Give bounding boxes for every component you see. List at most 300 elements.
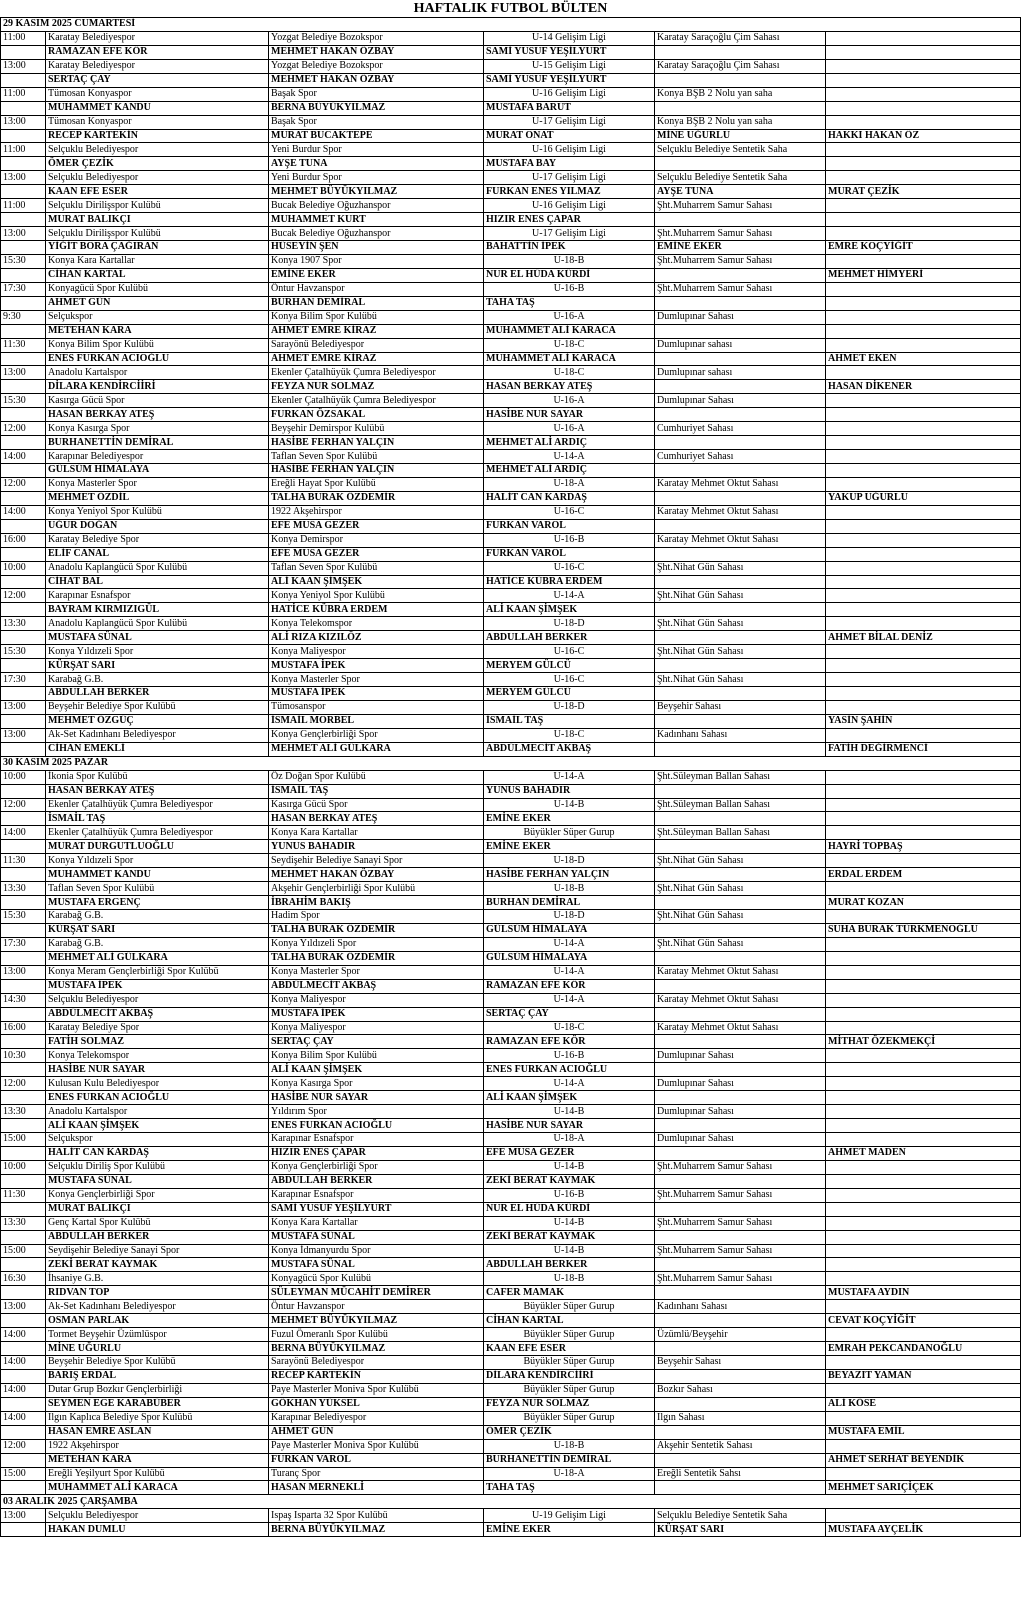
empty-cell [826, 1021, 1021, 1035]
assistant-referee-1: MUHAMMET KURT [269, 213, 484, 227]
away-team: Taflan Seven Spor Kulübü [269, 561, 484, 575]
match-time: 11:00 [1, 143, 46, 157]
referee: MURAT DURGUTLUOĞLU [46, 840, 269, 854]
referee: ABDULLAH BERKER [46, 687, 269, 701]
venue: Ilgın Sahası [655, 1411, 826, 1425]
venue: Ereğli Sentetik Sahsı [655, 1467, 826, 1481]
fourth-official [655, 464, 826, 478]
referee: ELİF CANAL [46, 547, 269, 561]
empty-cell [1, 812, 46, 826]
empty-cell [826, 1188, 1021, 1202]
empty-cell [1, 1286, 46, 1300]
assistant-referee-1: AHMET GÜN [269, 1425, 484, 1439]
league: U-14-B [484, 1105, 655, 1119]
observer [826, 575, 1021, 589]
match-row [1, 728, 1021, 742]
assistant-referee-2: EMİNE EKER [484, 1523, 655, 1537]
match-row [1, 645, 1021, 659]
fourth-official [655, 1063, 826, 1077]
home-team: Selçukspor [46, 1133, 269, 1147]
venue: Şht.Muharrem Samur Sahası [655, 199, 826, 213]
assistant-referee-1: GÖKHAN YÜKSEL [269, 1397, 484, 1411]
home-team: Ilgın Kaplıca Belediye Spor Kulübü [46, 1411, 269, 1425]
empty-cell [1, 380, 46, 394]
away-team: Karapınar Esnafspor [269, 1133, 484, 1147]
league: U-18-C [484, 1021, 655, 1035]
date-header-row [1, 1495, 1021, 1509]
assistant-referee-2: NUR EL HÜDA KÜRDİ [484, 1202, 655, 1216]
away-team: Konya Yıldızeli Spor [269, 937, 484, 951]
league: U-18-D [484, 700, 655, 714]
away-team: Ekenler Çatalhüyük Çumra Belediyespor [269, 366, 484, 380]
match-time: 10:00 [1, 1160, 46, 1174]
observer: AHMET EKEN [826, 352, 1021, 366]
match-time: 15:00 [1, 1244, 46, 1258]
home-team: Karatay Belediye Spor [46, 533, 269, 547]
officials-row [1, 268, 1021, 282]
empty-cell [1, 659, 46, 673]
referee: KÜRŞAT SARI [46, 923, 269, 937]
fourth-official [655, 1286, 826, 1300]
venue: Cumhuriyet Sahası [655, 450, 826, 464]
venue: Cumhuriyet Sahası [655, 422, 826, 436]
league: U-18-B [484, 254, 655, 268]
league: U-14-B [484, 1160, 655, 1174]
empty-cell [1, 268, 46, 282]
league: U-14-A [484, 937, 655, 951]
league: U-19 Gelişim Ligi [484, 1509, 655, 1523]
match-time: 17:30 [1, 282, 46, 296]
away-team: Konya Kasırga Spor [269, 1077, 484, 1091]
fourth-official [655, 659, 826, 673]
match-time: 12:00 [1, 1077, 46, 1091]
officials-row [1, 296, 1021, 310]
date-header: 03 ARALIK 2025 ÇARŞAMBA [1, 1495, 1021, 1509]
home-team: 1922 Akşehirspor [46, 1439, 269, 1453]
assistant-referee-2: ENES FURKAN ACIOĞLU [484, 1063, 655, 1077]
venue: Şht.Muharrem Samur Sahası [655, 1244, 826, 1258]
officials-row [1, 1091, 1021, 1105]
officials-row [1, 213, 1021, 227]
assistant-referee-2: SERTAÇ ÇAY [484, 1007, 655, 1021]
referee: MUSTAFA İPEK [46, 979, 269, 993]
home-team: Kulusan Kulu Belediyespor [46, 1077, 269, 1091]
match-time: 13:30 [1, 617, 46, 631]
referee: MUSTAFA ERGENÇ [46, 896, 269, 910]
page-title: HAFTALIK FUTBOL BÜLTEN [413, 1, 608, 16]
empty-cell [826, 1300, 1021, 1314]
officials-row [1, 1258, 1021, 1272]
officials-row [1, 129, 1021, 143]
observer: EMRE KOÇYİĞİT [826, 241, 1021, 255]
league: U-18-A [484, 1467, 655, 1481]
match-row [1, 1188, 1021, 1202]
match-row [1, 115, 1021, 129]
match-time: 12:00 [1, 589, 46, 603]
officials-row [1, 603, 1021, 617]
fourth-official [655, 979, 826, 993]
empty-cell [826, 366, 1021, 380]
away-team: Konya Maliyespor [269, 993, 484, 1007]
league: U-14-B [484, 798, 655, 812]
away-team: Tümosanspor [269, 700, 484, 714]
officials-row [1, 1174, 1021, 1188]
match-time: 11:30 [1, 1188, 46, 1202]
observer: YAKUP UĞURLU [826, 491, 1021, 505]
match-time: 13:00 [1, 1300, 46, 1314]
venue: Selçuklu Belediye Sentetik Saha [655, 1509, 826, 1523]
empty-cell [826, 199, 1021, 213]
match-time: 15:30 [1, 910, 46, 924]
league: U-17 Gelişim Ligi [484, 227, 655, 241]
league: U-16-B [484, 282, 655, 296]
observer: MEHMET SARIÇİÇEK [826, 1481, 1021, 1495]
empty-cell [826, 1411, 1021, 1425]
away-team: Sarayönü Belediyespor [269, 1356, 484, 1370]
venue: Dumlupınar Sahası [655, 1133, 826, 1147]
referee: MUHAMMET KANDU [46, 868, 269, 882]
officials-row [1, 1230, 1021, 1244]
referee: MİNE UĞURLU [46, 1342, 269, 1356]
officials-row [1, 812, 1021, 826]
empty-cell [826, 1509, 1021, 1523]
date-header: 29 KASIM 2025 CUMARTESİ [1, 18, 1021, 32]
match-time: 11:00 [1, 199, 46, 213]
match-row [1, 1439, 1021, 1453]
officials-row [1, 687, 1021, 701]
venue: Şht.Nihat Gün Sahası [655, 561, 826, 575]
match-time: 9:30 [1, 310, 46, 324]
league: Büyükler Süper Gurup [484, 1411, 655, 1425]
referee: BURHANETTİN DEMİRAL [46, 436, 269, 450]
observer [826, 1258, 1021, 1272]
empty-cell [1, 575, 46, 589]
observer [826, 296, 1021, 310]
match-row [1, 1133, 1021, 1147]
empty-cell [1, 352, 46, 366]
match-row [1, 338, 1021, 352]
assistant-referee-1: MUSTAFA SÜNAL [269, 1230, 484, 1244]
empty-cell [1, 491, 46, 505]
fourth-official [655, 73, 826, 87]
match-time: 10:30 [1, 1049, 46, 1063]
empty-cell [826, 561, 1021, 575]
observer [826, 979, 1021, 993]
venue: Şht.Süleyman Ballan Sahası [655, 826, 826, 840]
assistant-referee-1: HÜSEYİN ŞEN [269, 241, 484, 255]
venue: Şht.Nihat Gün Sahası [655, 589, 826, 603]
match-row [1, 1077, 1021, 1091]
league: U-14-B [484, 1216, 655, 1230]
observer [826, 324, 1021, 338]
officials-row [1, 45, 1021, 59]
assistant-referee-1: TALHA BURAK ÖZDEMİR [269, 923, 484, 937]
venue: Konya BŞB 2 Nolu yan saha [655, 87, 826, 101]
match-row [1, 1160, 1021, 1174]
away-team: Bucak Belediye Oğuzhanspor [269, 199, 484, 213]
match-time: 14:00 [1, 826, 46, 840]
assistant-referee-2: CAFER MAMAK [484, 1286, 655, 1300]
assistant-referee-1: ALİ RIZA KIZILÖZ [269, 631, 484, 645]
league: U-18-C [484, 366, 655, 380]
empty-cell [826, 1049, 1021, 1063]
assistant-referee-2: MERYEM GÜLCÜ [484, 687, 655, 701]
away-team: Paye Masterler Moniva Spor Kulübü [269, 1439, 484, 1453]
observer [826, 436, 1021, 450]
league: U-16 Gelişim Ligi [484, 143, 655, 157]
venue: Karatay Mehmet Oktut Sahası [655, 477, 826, 491]
match-time: 16:00 [1, 533, 46, 547]
match-row [1, 310, 1021, 324]
home-team: Anadolu Kaplangücü Spor Kulübü [46, 617, 269, 631]
assistant-referee-1: HATİCE KÜBRA ERDEM [269, 603, 484, 617]
empty-cell [1, 547, 46, 561]
match-time: 16:00 [1, 1021, 46, 1035]
empty-cell [1, 1146, 46, 1160]
home-team: Beyşehir Belediye Spor Kulübü [46, 700, 269, 714]
empty-cell [826, 227, 1021, 241]
referee: ABDULLAH BERKER [46, 1230, 269, 1244]
home-team: Anadolu Kaplangücü Spor Kulübü [46, 561, 269, 575]
match-time: 14:00 [1, 505, 46, 519]
venue: Dumlupınar Sahası [655, 1105, 826, 1119]
empty-cell [1, 157, 46, 171]
observer [826, 603, 1021, 617]
fourth-official [655, 603, 826, 617]
venue: Şht.Süleyman Ballan Sahası [655, 798, 826, 812]
officials-row [1, 951, 1021, 965]
venue: Karatay Saraçoğlu Çim Sahası [655, 59, 826, 73]
fourth-official [655, 784, 826, 798]
fourth-official [655, 1174, 826, 1188]
league: U-14-B [484, 1244, 655, 1258]
venue: Şht.Muharrem Samur Sahası [655, 227, 826, 241]
match-time: 13:00 [1, 700, 46, 714]
home-team: Karapınar Belediyespor [46, 450, 269, 464]
observer [826, 1174, 1021, 1188]
venue: Şht.Süleyman Ballan Sahası [655, 770, 826, 784]
empty-cell [1, 923, 46, 937]
away-team: Hadim Spor [269, 910, 484, 924]
fourth-official [655, 1146, 826, 1160]
assistant-referee-1: SERTAÇ ÇAY [269, 1035, 484, 1049]
away-team: Konya Demirspor [269, 533, 484, 547]
officials-row [1, 1286, 1021, 1300]
venue: Dumlupınar sahası [655, 338, 826, 352]
assistant-referee-2: FURKAN ENES YILMAZ [484, 185, 655, 199]
assistant-referee-1: HIZIR ENES ÇAPAR [269, 1146, 484, 1160]
match-row [1, 1328, 1021, 1342]
league: U-16-C [484, 561, 655, 575]
empty-cell [826, 826, 1021, 840]
assistant-referee-1: FEYZA NUR SOLMAZ [269, 380, 484, 394]
home-team: Tümosan Konyaspor [46, 87, 269, 101]
fourth-official: EMİNE EKER [655, 241, 826, 255]
observer: SUHA BURAK TÜRKMENOĞLU [826, 923, 1021, 937]
referee: ZEKİ BERAT KAYMAK [46, 1258, 269, 1272]
fourth-official [655, 575, 826, 589]
assistant-referee-1: ALİ KAAN ŞİMŞEK [269, 575, 484, 589]
empty-cell [826, 965, 1021, 979]
referee: CİHAN EMEKLİ [46, 742, 269, 756]
match-time: 11:00 [1, 87, 46, 101]
away-team: Konya Kara Kartallar [269, 826, 484, 840]
match-time: 15:30 [1, 254, 46, 268]
home-team: Selçukspor [46, 310, 269, 324]
fourth-official [655, 324, 826, 338]
empty-cell [1, 185, 46, 199]
away-team: Yozgat Belediye Bozokspor [269, 31, 484, 45]
venue: Şht.Nihat Gün Sahası [655, 854, 826, 868]
venue: Şht.Muharrem Samur Sahası [655, 282, 826, 296]
home-team: Genç Kartal Spor Kulübü [46, 1216, 269, 1230]
empty-cell [1, 464, 46, 478]
match-row [1, 1356, 1021, 1370]
away-team: Seydişehir Belediye Sanayi Spor [269, 854, 484, 868]
away-team: Sarayönü Belediyespor [269, 338, 484, 352]
referee: AHMET GÜN [46, 296, 269, 310]
empty-cell [826, 422, 1021, 436]
fourth-official [655, 812, 826, 826]
assistant-referee-2: HALİT CAN KARDAŞ [484, 491, 655, 505]
home-team: Konya Bilim Spor Kulübü [46, 338, 269, 352]
match-time: 13:00 [1, 728, 46, 742]
officials-row [1, 519, 1021, 533]
officials-row [1, 1119, 1021, 1133]
match-time: 10:00 [1, 770, 46, 784]
fourth-official [655, 547, 826, 561]
match-row [1, 171, 1021, 185]
officials-row [1, 1314, 1021, 1328]
assistant-referee-2: ABDÜLMECİT AKBAŞ [484, 742, 655, 756]
empty-cell [1, 213, 46, 227]
empty-cell [1, 951, 46, 965]
match-row [1, 450, 1021, 464]
match-time: 12:00 [1, 422, 46, 436]
match-time: 14:00 [1, 450, 46, 464]
assistant-referee-1: TALHA BURAK ÖZDEMİR [269, 491, 484, 505]
assistant-referee-1: ALİ KAAN ŞİMŞEK [269, 1063, 484, 1077]
home-team: Konyagücü Spor Kulübü [46, 282, 269, 296]
assistant-referee-1: BERNA BÜYÜKYILMAZ [269, 1523, 484, 1537]
empty-cell [1, 868, 46, 882]
away-team: Karapınar Esnafspor [269, 1188, 484, 1202]
assistant-referee-1: HASİBE FERHAN YALÇIN [269, 464, 484, 478]
venue: Selçuklu Belediye Sentetik Saha [655, 171, 826, 185]
empty-cell [1, 1481, 46, 1495]
fourth-official [655, 951, 826, 965]
referee: ÖMER ÇEZİK [46, 157, 269, 171]
league: U-16-C [484, 673, 655, 687]
officials-row [1, 157, 1021, 171]
observer [826, 1007, 1021, 1021]
away-team: Konya Yeniyol Spor Kulübü [269, 589, 484, 603]
officials-row [1, 352, 1021, 366]
league: U-16 Gelişim Ligi [484, 199, 655, 213]
venue: Şht.Muharrem Samur Sahası [655, 1160, 826, 1174]
league: U-16-C [484, 645, 655, 659]
home-team: Karatay Belediyespor [46, 59, 269, 73]
assistant-referee-2: İSMAİL TAŞ [484, 714, 655, 728]
venue: Şht.Nihat Gün Sahası [655, 882, 826, 896]
league: U-16 Gelişim Ligi [484, 87, 655, 101]
officials-row [1, 1063, 1021, 1077]
league: U-16-A [484, 310, 655, 324]
fourth-official [655, 1202, 826, 1216]
league: U-14-A [484, 450, 655, 464]
empty-cell [826, 993, 1021, 1007]
officials-row [1, 1481, 1021, 1495]
match-row [1, 1300, 1021, 1314]
observer: FATİH DEĞİRMENCİ [826, 742, 1021, 756]
venue: Selçuklu Belediye Sentetik Saha [655, 143, 826, 157]
officials-row [1, 575, 1021, 589]
match-row [1, 826, 1021, 840]
empty-cell [826, 450, 1021, 464]
referee: METEHAN KARA [46, 1453, 269, 1467]
assistant-referee-1: AHMET EMRE KİRAZ [269, 352, 484, 366]
observer: MURAT ÇEZİK [826, 185, 1021, 199]
officials-row [1, 631, 1021, 645]
match-time: 13:00 [1, 171, 46, 185]
observer: AHMET BİLAL DENİZ [826, 631, 1021, 645]
away-team: Yıldırım Spor [269, 1105, 484, 1119]
league: U-18-C [484, 728, 655, 742]
referee: KÜRŞAT SARI [46, 659, 269, 673]
match-row [1, 882, 1021, 896]
home-team: Selçuklu Diriliş Spor Kulübü [46, 1160, 269, 1174]
assistant-referee-1: AYŞE TUNA [269, 157, 484, 171]
match-row [1, 700, 1021, 714]
assistant-referee-1: EFE MUSA GEZER [269, 519, 484, 533]
away-team: Paye Masterler Moniva Spor Kulübü [269, 1383, 484, 1397]
empty-cell [826, 254, 1021, 268]
empty-cell [1, 1342, 46, 1356]
empty-cell [826, 477, 1021, 491]
observer: ALİ KÖSE [826, 1397, 1021, 1411]
league: U-18-B [484, 1272, 655, 1286]
assistant-referee-2: ZEKİ BERAT KAYMAK [484, 1230, 655, 1244]
assistant-referee-1: MEHMET HAKAN ÖZBAY [269, 868, 484, 882]
referee: MEHMET ÖZDİL [46, 491, 269, 505]
match-row [1, 1383, 1021, 1397]
assistant-referee-1: YUNUS BAHADIR [269, 840, 484, 854]
empty-cell [1, 436, 46, 450]
officials-row [1, 979, 1021, 993]
league: U-18-A [484, 477, 655, 491]
match-row [1, 533, 1021, 547]
match-row [1, 1244, 1021, 1258]
match-time: 14:00 [1, 1328, 46, 1342]
observer [826, 464, 1021, 478]
away-team: Akşehir Gençlerbirliği Spor Kulübü [269, 882, 484, 896]
match-time: 13:30 [1, 882, 46, 896]
fourth-official [655, 868, 826, 882]
empty-cell [1, 1369, 46, 1383]
empty-cell [826, 533, 1021, 547]
away-team: Öz Doğan Spor Kulübü [269, 770, 484, 784]
home-team: Selçuklu Belediyespor [46, 143, 269, 157]
away-team: Başak Spor [269, 87, 484, 101]
empty-cell [1, 1258, 46, 1272]
league: U-18-D [484, 617, 655, 631]
date-header: 30 KASIM 2025 PAZAR [1, 756, 1021, 770]
assistant-referee-1: HASİBE NUR SAYAR [269, 1091, 484, 1105]
fourth-official [655, 1369, 826, 1383]
match-row [1, 87, 1021, 101]
officials-row [1, 1007, 1021, 1021]
assistant-referee-1: BERNA BÜYÜKYILMAZ [269, 101, 484, 115]
